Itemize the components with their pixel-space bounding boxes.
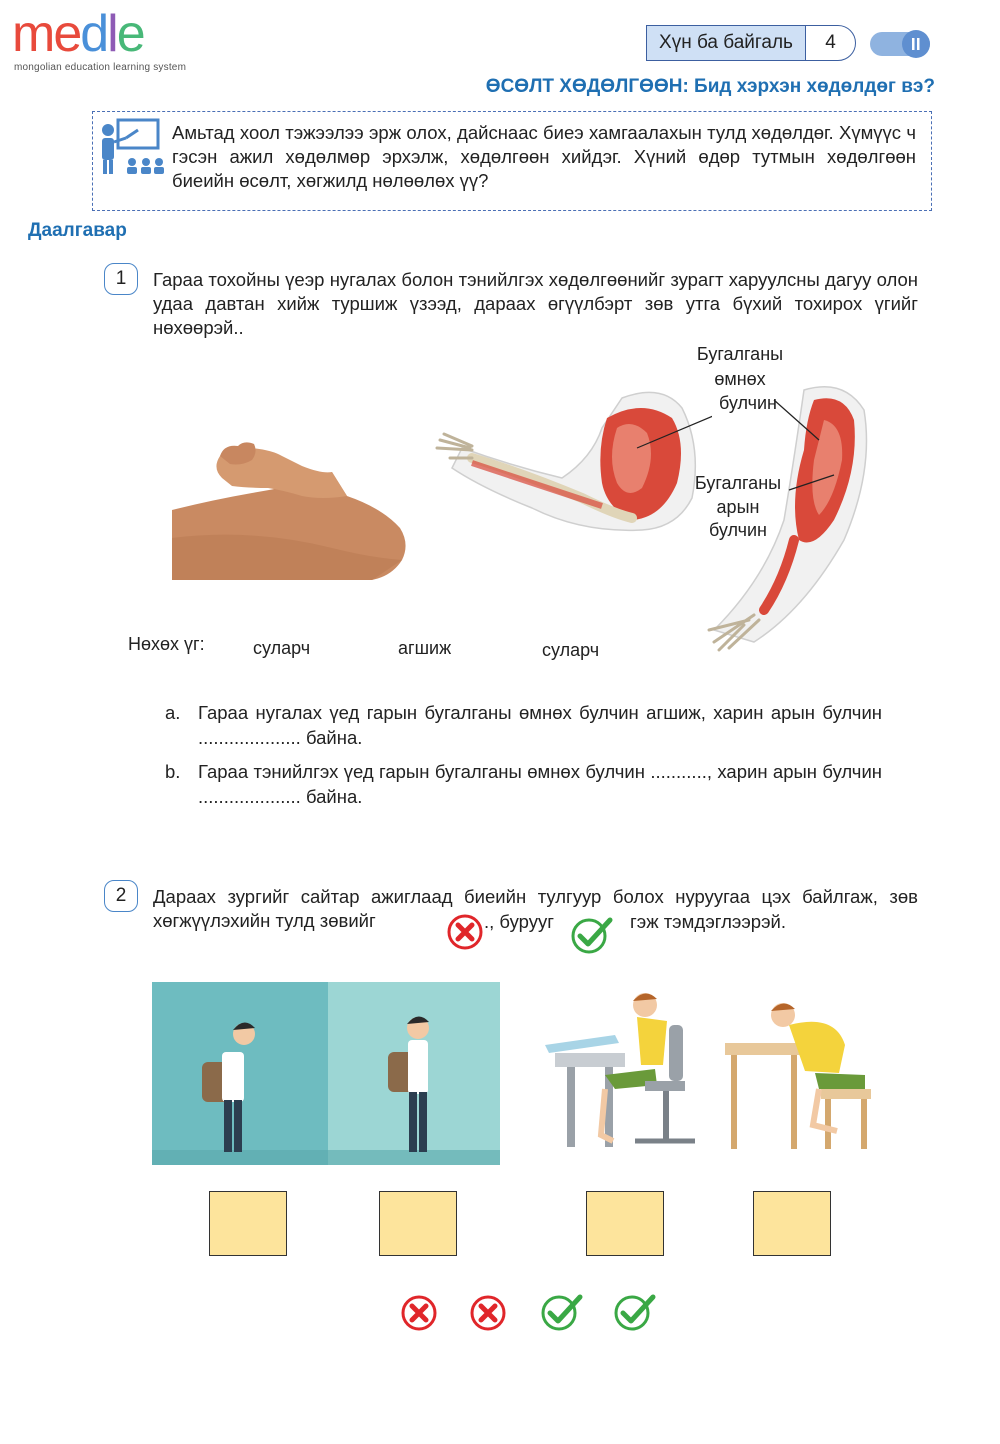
subject-grade-badge xyxy=(646,25,856,61)
teacher-presentation-icon xyxy=(96,116,166,180)
word-option-1[interactable]: суларч xyxy=(253,638,311,658)
wrong-mark-icon xyxy=(445,912,485,952)
posture-desk-wrong-image xyxy=(725,985,875,1155)
sentence-b-marker: b. xyxy=(165,761,181,782)
wrong-mark-option-1-icon[interactable] xyxy=(398,1292,440,1334)
sentence-b: Гараа тэнийлгэх үед гарын бугалганы өмнөх булчин ..........., харин арын булчин .................... байна. xyxy=(198,761,882,807)
intro-text: Амьтад хоол тэжээлээ эрж олох, дайснаас биеэ хамгаалахын тулд хөдөлдөг. Хүмүүс ч гэсэн ажил хөдөлмөр эрхэлж, хөдөлгөөн хийдэг. Хүний өдөр тутмын хөдөлгөөн биеийн өсөлт, хөгжилд нөлөөлөх үү? xyxy=(172,122,916,191)
word-bank-label: Нөхөх үг: xyxy=(128,634,205,654)
task-2-text-part-1: Дараах зургийг сайтар ажиглаад биеийн тулгуур болох нуруугаа цэх байлгаж, зөв хөгжүүлэхийн тулд зөвийг xyxy=(153,886,918,931)
right-mark-option-2-icon[interactable] xyxy=(611,1290,657,1334)
sentence-a: Гараа нугалах үед гарын бугалганы өмнөх булчин агшиж, харин арын булчин .................... байна. xyxy=(198,702,882,748)
wrong-mark-option-2-icon[interactable] xyxy=(467,1292,509,1334)
right-mark-icon xyxy=(568,914,614,956)
posture-desk-correct-image xyxy=(545,985,720,1155)
section-title: Даалгавар xyxy=(28,220,127,241)
biceps-label-line-1: Бугалганы xyxy=(696,344,784,364)
triceps-label-line-1: Бугалганы xyxy=(694,473,782,493)
logo: medle xyxy=(12,5,144,63)
logo-tagline: mongolian education learning system xyxy=(14,62,187,73)
answer-box-1[interactable] xyxy=(209,1191,287,1256)
biceps-label-line-3: булчин xyxy=(719,393,777,413)
task-2-text-part-2: ., бурууг xyxy=(484,911,554,932)
subject-label: Хүн ба байгаль xyxy=(647,26,806,60)
sentence-a-marker: a. xyxy=(165,702,181,723)
triceps-label-line-2: арын xyxy=(716,497,760,517)
bent-arm-anatomy-image xyxy=(432,388,712,538)
topic-title: ӨСӨЛТ ХӨДӨЛГӨӨН: Бид хэрхэн хөдөлдөг вэ? xyxy=(485,76,935,97)
task-2-number: 2 xyxy=(104,880,138,912)
triceps-label-line-3: булчин xyxy=(709,520,767,540)
right-mark-option-1-icon[interactable] xyxy=(538,1290,584,1334)
flexed-arm-image xyxy=(172,438,412,580)
answer-box-3[interactable] xyxy=(586,1191,664,1256)
word-option-2[interactable]: агшиж xyxy=(398,638,452,658)
word-option-3[interactable]: суларч xyxy=(542,640,600,660)
answer-box-2[interactable] xyxy=(379,1191,457,1256)
task-1-number: 1 xyxy=(104,263,138,295)
grade-label: 4 xyxy=(825,32,836,53)
posture-backpack-image xyxy=(152,982,500,1165)
biceps-label-line-2: өмнөх xyxy=(714,369,766,389)
task-2-text-part-3: гэж тэмдэглээрэй. xyxy=(630,911,786,932)
audio-toggle-icon[interactable] xyxy=(868,28,932,60)
answer-box-4[interactable] xyxy=(753,1191,831,1256)
task-1-text: Гараа тохойны үеэр нугалах болон тэнийлгэх хөдөлгөөнийг зурагт харуулсны дагуу олон удаа давтан хийж туршиж үзээд, дараах өгүүлбэрт зөв утга бүхий тохирох үгийг нөхөөрэй.. xyxy=(153,269,918,338)
